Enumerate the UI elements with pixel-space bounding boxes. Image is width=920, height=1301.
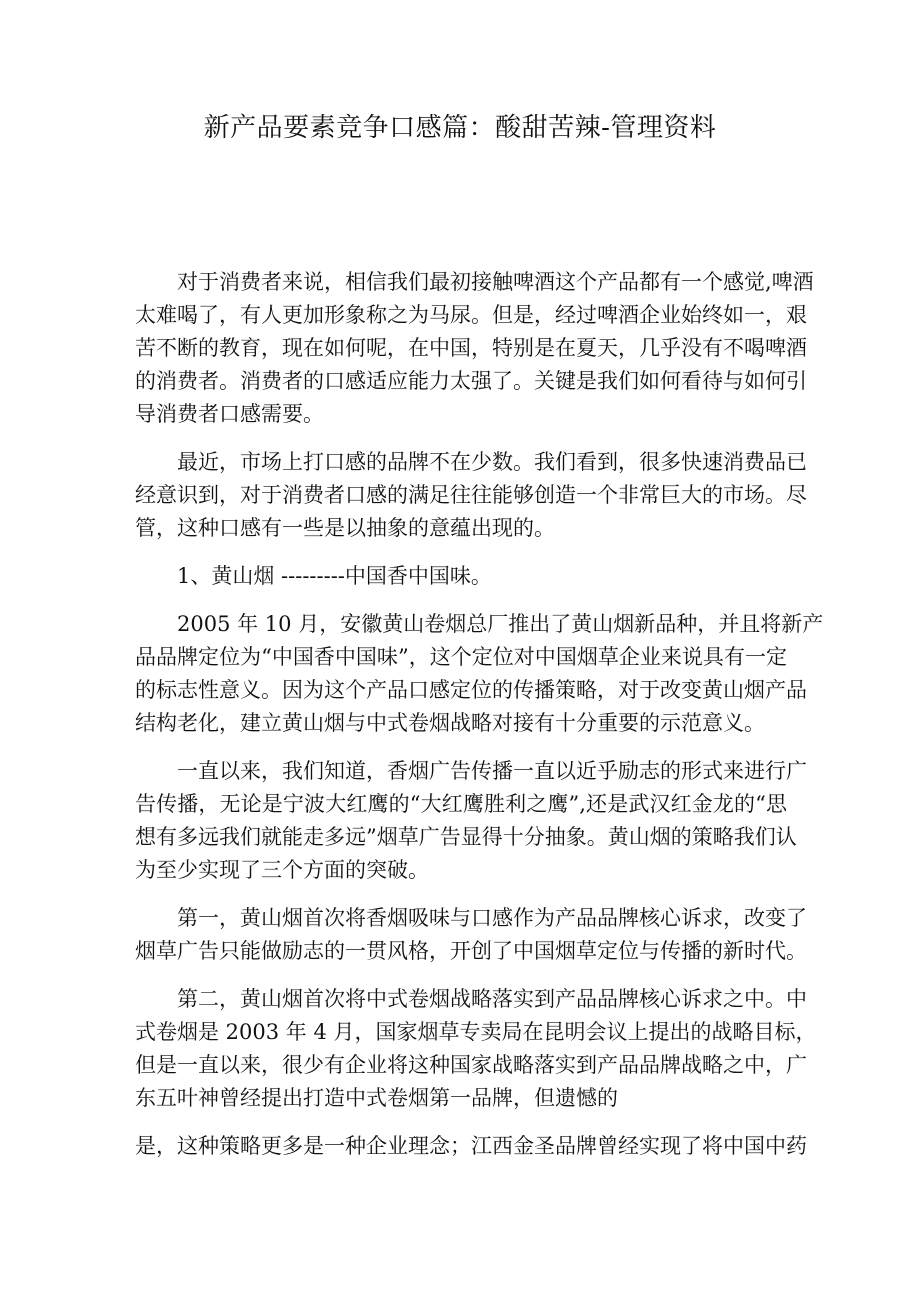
paragraph-line: 太难喝了，有人更加形象称之为马尿。但是，经过啤酒企业始终如一，艰 [135,303,807,327]
paragraph-line: 经意识到，对于消费者口感的满足往往能够创造一个非常巨大的市场。尽 [135,483,807,507]
paragraph-line: 式卷烟是 2003 年 4 月，国家烟草专卖局在昆明会议上提出的战略目标， [135,1020,817,1044]
paragraph-line: 苦不断的教育，现在如何呢，在中国，特别是在夏天，几乎没有不喝啤酒 [135,336,807,360]
paragraph [135,755,807,887]
paragraph [135,560,787,593]
paragraph-line: 想有多远我们就能走多远”烟草广告显得十分抽象。黄山烟的策略我们认 [135,825,797,849]
paragraph-line: 管，这种口感有一些是以抽象的意蕴出现的。 [135,516,555,540]
paragraph [135,608,824,740]
paragraph-line: 导消费者口感需要。 [135,402,324,426]
paragraph-line: 1、黄山烟 ---------中国香中国味。 [177,564,492,588]
paragraph [135,902,807,968]
paragraph-line: 的标志性意义。因为这个产品口感定位的传播策略，对于改变黄山烟产品 [135,678,807,702]
paragraph-line: 品品牌定位为“中国香中国味”，这个定位对中国烟草企业来说具有一定 [135,645,787,669]
paragraph-line: 烟草广告只能做励志的一贯风格，开创了中国烟草定位与传播的新时代。 [135,939,807,963]
paragraph-line: 对于消费者来说，相信我们最初接触啤酒这个产品都有一个感觉,啤酒 [177,270,814,294]
paragraph-line: 但是一直以来，很少有企业将这种国家战略落实到产品品牌战略之中，广 [135,1053,807,1077]
paragraph-line: 一直以来，我们知道，香烟广告传播一直以近乎励志的形式来进行广 [177,759,807,783]
paragraph-line: 最近，市场上打口感的品牌不在少数。我们看到，很多快速消费品已 [177,450,807,474]
paragraph [135,1130,807,1163]
paragraph-line: 结构老化，建立黄山烟与中式卷烟战略对接有十分重要的示范意义。 [135,711,765,735]
paragraph-line: 东五叶神曾经提出打造中式卷烟第一品牌，但遗憾的 [135,1086,618,1110]
paragraph [135,446,807,545]
paragraph-line: 第一，黄山烟首次将香烟吸味与口感作为产品品牌核心诉求，改变了 [177,906,807,930]
paragraph-line: 是，这种策略更多是一种企业理念；江西金圣品牌曾经实现了将中国中药 [135,1134,807,1158]
paragraph-line: 告传播，无论是宁波大红鹰的“大红鹰胜利之鹰”,还是武汉红金龙的“思 [135,792,787,816]
paragraph-line: 的消费者。消费者的口感适应能力太强了。关键是我们如何看待与如何引 [135,369,807,393]
document-body [135,266,824,1178]
paragraph-line: 第二，黄山烟首次将中式卷烟战略落实到产品品牌核心诉求之中。中 [177,987,807,1011]
paragraph [135,266,814,431]
paragraph [135,983,817,1115]
document-title: 新产品要素竞争口感篇：酸甜苦辣-管理资料 [203,113,717,143]
paragraph-line: 为至少实现了三个方面的突破。 [135,858,429,882]
paragraph-line: 2005 年 10 月，安徽黄山卷烟总厂推出了黄山烟新品种，并且将新产 [177,612,824,636]
